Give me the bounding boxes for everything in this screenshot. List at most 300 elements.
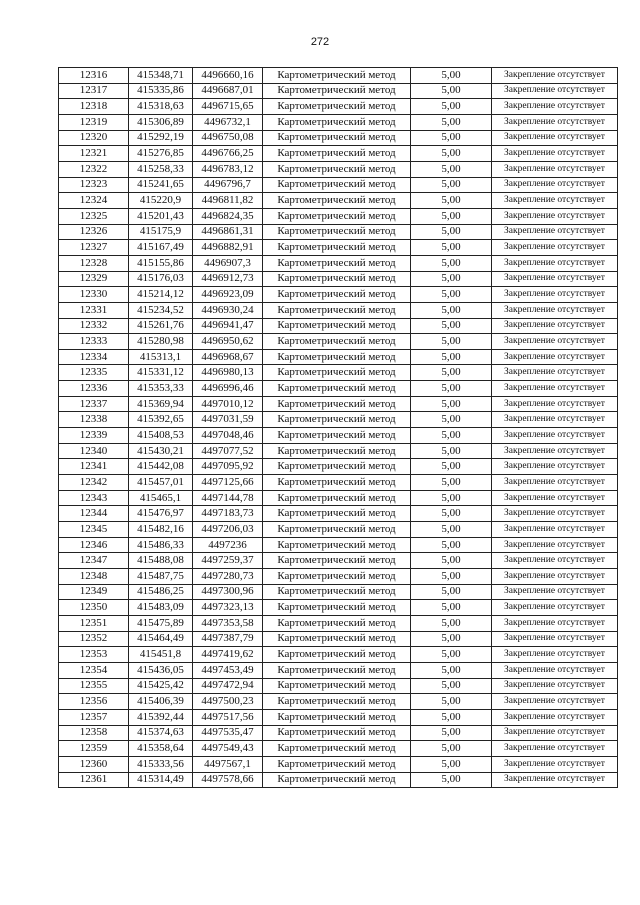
- y-coordinate-cell: 4497206,03: [193, 522, 263, 538]
- x-coordinate-cell: 415261,76: [129, 318, 193, 334]
- point-number-cell: 12359: [59, 741, 129, 757]
- y-coordinate-cell: 4497236: [193, 537, 263, 553]
- x-coordinate-cell: 415220,9: [129, 193, 193, 209]
- status-cell: Закрепление отсутствует: [492, 725, 618, 741]
- x-coordinate-cell: 415201,43: [129, 208, 193, 224]
- table-row: [59, 208, 618, 224]
- accuracy-cell: 5,00: [411, 240, 492, 256]
- y-coordinate-cell: 4496766,25: [193, 146, 263, 162]
- accuracy-cell: 5,00: [411, 756, 492, 772]
- method-cell: Картометрический метод: [263, 647, 411, 663]
- y-coordinate-cell: 4496882,91: [193, 240, 263, 256]
- method-cell: Картометрический метод: [263, 490, 411, 506]
- y-coordinate-cell: 4497353,58: [193, 615, 263, 631]
- x-coordinate-cell: 415430,21: [129, 443, 193, 459]
- method-cell: Картометрический метод: [263, 694, 411, 710]
- y-coordinate-cell: 4497259,37: [193, 553, 263, 569]
- point-number-cell: 12325: [59, 208, 129, 224]
- y-coordinate-cell: 4496824,35: [193, 208, 263, 224]
- accuracy-cell: 5,00: [411, 490, 492, 506]
- y-coordinate-cell: 4497144,78: [193, 490, 263, 506]
- status-cell: Закрепление отсутствует: [492, 647, 618, 663]
- x-coordinate-cell: 415406,39: [129, 694, 193, 710]
- point-number-cell: 12344: [59, 506, 129, 522]
- table-row: [59, 475, 618, 491]
- table-row: [59, 741, 618, 757]
- table-row: [59, 83, 618, 99]
- table-row: [59, 334, 618, 350]
- y-coordinate-cell: 4497517,56: [193, 709, 263, 725]
- table-row: [59, 725, 618, 741]
- y-coordinate-cell: 4497280,73: [193, 569, 263, 585]
- x-coordinate-cell: 415425,42: [129, 678, 193, 694]
- accuracy-cell: 5,00: [411, 772, 492, 788]
- accuracy-cell: 5,00: [411, 647, 492, 663]
- table-row: [59, 694, 618, 710]
- accuracy-cell: 5,00: [411, 381, 492, 397]
- table-row: [59, 709, 618, 725]
- status-cell: Закрепление отсутствует: [492, 709, 618, 725]
- y-coordinate-cell: 4496930,24: [193, 302, 263, 318]
- table-row: [59, 302, 618, 318]
- table-row: [59, 130, 618, 146]
- status-cell: Закрепление отсутствует: [492, 756, 618, 772]
- status-cell: Закрепление отсутствует: [492, 475, 618, 491]
- y-coordinate-cell: 4496996,46: [193, 381, 263, 397]
- x-coordinate-cell: 415392,65: [129, 412, 193, 428]
- method-cell: Картометрический метод: [263, 725, 411, 741]
- method-cell: Картометрический метод: [263, 475, 411, 491]
- point-number-cell: 12349: [59, 584, 129, 600]
- accuracy-cell: 5,00: [411, 412, 492, 428]
- method-cell: Картометрический метод: [263, 756, 411, 772]
- status-cell: Закрепление отсутствует: [492, 365, 618, 381]
- x-coordinate-cell: 415358,64: [129, 741, 193, 757]
- method-cell: Картометрический метод: [263, 83, 411, 99]
- status-cell: Закрепление отсутствует: [492, 428, 618, 444]
- x-coordinate-cell: 415258,33: [129, 161, 193, 177]
- accuracy-cell: 5,00: [411, 68, 492, 84]
- accuracy-cell: 5,00: [411, 569, 492, 585]
- table-row: [59, 255, 618, 271]
- point-number-cell: 12348: [59, 569, 129, 585]
- status-cell: Закрепление отсутствует: [492, 130, 618, 146]
- method-cell: Картометрический метод: [263, 584, 411, 600]
- method-cell: Картометрический метод: [263, 334, 411, 350]
- y-coordinate-cell: 4497010,12: [193, 396, 263, 412]
- point-number-cell: 12342: [59, 475, 129, 491]
- y-coordinate-cell: 4497387,79: [193, 631, 263, 647]
- x-coordinate-cell: 415333,56: [129, 756, 193, 772]
- status-cell: Закрепление отсутствует: [492, 443, 618, 459]
- accuracy-cell: 5,00: [411, 678, 492, 694]
- point-number-cell: 12338: [59, 412, 129, 428]
- x-coordinate-cell: 415292,19: [129, 130, 193, 146]
- table-row: [59, 506, 618, 522]
- point-number-cell: 12321: [59, 146, 129, 162]
- method-cell: Картометрический метод: [263, 396, 411, 412]
- accuracy-cell: 5,00: [411, 537, 492, 553]
- accuracy-cell: 5,00: [411, 271, 492, 287]
- method-cell: Картометрический метод: [263, 255, 411, 271]
- status-cell: Закрепление отсутствует: [492, 631, 618, 647]
- y-coordinate-cell: 4496811,82: [193, 193, 263, 209]
- accuracy-cell: 5,00: [411, 443, 492, 459]
- point-number-cell: 12330: [59, 287, 129, 303]
- point-number-cell: 12335: [59, 365, 129, 381]
- x-coordinate-cell: 415476,97: [129, 506, 193, 522]
- x-coordinate-cell: 415335,86: [129, 83, 193, 99]
- table-row: [59, 146, 618, 162]
- status-cell: Закрепление отсутствует: [492, 177, 618, 193]
- point-number-cell: 12337: [59, 396, 129, 412]
- status-cell: Закрепление отсутствует: [492, 584, 618, 600]
- method-cell: Картометрический метод: [263, 662, 411, 678]
- table-row: [59, 459, 618, 475]
- y-coordinate-cell: 4496861,31: [193, 224, 263, 240]
- status-cell: Закрепление отсутствует: [492, 349, 618, 365]
- table-row: [59, 318, 618, 334]
- accuracy-cell: 5,00: [411, 99, 492, 115]
- status-cell: Закрепление отсутствует: [492, 146, 618, 162]
- point-number-cell: 12356: [59, 694, 129, 710]
- x-coordinate-cell: 415318,63: [129, 99, 193, 115]
- point-number-cell: 12319: [59, 114, 129, 130]
- status-cell: Закрепление отсутствует: [492, 694, 618, 710]
- y-coordinate-cell: 4497095,92: [193, 459, 263, 475]
- table-row: [59, 161, 618, 177]
- status-cell: Закрепление отсутствует: [492, 381, 618, 397]
- method-cell: Картометрический метод: [263, 678, 411, 694]
- accuracy-cell: 5,00: [411, 662, 492, 678]
- method-cell: Картометрический метод: [263, 709, 411, 725]
- point-number-cell: 12322: [59, 161, 129, 177]
- x-coordinate-cell: 415457,01: [129, 475, 193, 491]
- point-number-cell: 12358: [59, 725, 129, 741]
- accuracy-cell: 5,00: [411, 428, 492, 444]
- status-cell: Закрепление отсутствует: [492, 459, 618, 475]
- coordinates-table-body: [59, 68, 618, 788]
- x-coordinate-cell: 415234,52: [129, 302, 193, 318]
- accuracy-cell: 5,00: [411, 349, 492, 365]
- x-coordinate-cell: 415276,85: [129, 146, 193, 162]
- x-coordinate-cell: 415176,03: [129, 271, 193, 287]
- x-coordinate-cell: 415465,1: [129, 490, 193, 506]
- point-number-cell: 12341: [59, 459, 129, 475]
- point-number-cell: 12336: [59, 381, 129, 397]
- point-number-cell: 12329: [59, 271, 129, 287]
- point-number-cell: 12352: [59, 631, 129, 647]
- x-coordinate-cell: 415313,1: [129, 349, 193, 365]
- point-number-cell: 12360: [59, 756, 129, 772]
- method-cell: Картометрический метод: [263, 537, 411, 553]
- point-number-cell: 12355: [59, 678, 129, 694]
- y-coordinate-cell: 4496750,08: [193, 130, 263, 146]
- accuracy-cell: 5,00: [411, 553, 492, 569]
- table-row: [59, 490, 618, 506]
- table-row: [59, 224, 618, 240]
- x-coordinate-cell: 415348,71: [129, 68, 193, 84]
- point-number-cell: 12331: [59, 302, 129, 318]
- y-coordinate-cell: 4497472,94: [193, 678, 263, 694]
- method-cell: Картометрический метод: [263, 240, 411, 256]
- method-cell: Картометрический метод: [263, 522, 411, 538]
- accuracy-cell: 5,00: [411, 224, 492, 240]
- y-coordinate-cell: 4497549,43: [193, 741, 263, 757]
- table-row: [59, 240, 618, 256]
- method-cell: Картометрический метод: [263, 161, 411, 177]
- point-number-cell: 12328: [59, 255, 129, 271]
- accuracy-cell: 5,00: [411, 522, 492, 538]
- x-coordinate-cell: 415214,12: [129, 287, 193, 303]
- table-row: [59, 647, 618, 663]
- method-cell: Картометрический метод: [263, 741, 411, 757]
- status-cell: Закрепление отсутствует: [492, 334, 618, 350]
- point-number-cell: 12317: [59, 83, 129, 99]
- status-cell: Закрепление отсутствует: [492, 615, 618, 631]
- y-coordinate-cell: 4497453,49: [193, 662, 263, 678]
- status-cell: Закрепление отсутствует: [492, 490, 618, 506]
- method-cell: Картометрический метод: [263, 412, 411, 428]
- x-coordinate-cell: 415280,98: [129, 334, 193, 350]
- status-cell: Закрепление отсутствует: [492, 302, 618, 318]
- accuracy-cell: 5,00: [411, 709, 492, 725]
- method-cell: Картометрический метод: [263, 506, 411, 522]
- table-row: [59, 396, 618, 412]
- table-row: [59, 114, 618, 130]
- accuracy-cell: 5,00: [411, 725, 492, 741]
- status-cell: Закрепление отсутствует: [492, 662, 618, 678]
- table-row: [59, 349, 618, 365]
- accuracy-cell: 5,00: [411, 459, 492, 475]
- status-cell: Закрепление отсутствует: [492, 678, 618, 694]
- accuracy-cell: 5,00: [411, 475, 492, 491]
- method-cell: Картометрический метод: [263, 443, 411, 459]
- point-number-cell: 12354: [59, 662, 129, 678]
- point-number-cell: 12326: [59, 224, 129, 240]
- y-coordinate-cell: 4497578,66: [193, 772, 263, 788]
- table-row: [59, 99, 618, 115]
- x-coordinate-cell: 415392,44: [129, 709, 193, 725]
- y-coordinate-cell: 4497567,1: [193, 756, 263, 772]
- point-number-cell: 12333: [59, 334, 129, 350]
- table-row: [59, 537, 618, 553]
- table-row: [59, 443, 618, 459]
- y-coordinate-cell: 4497183,73: [193, 506, 263, 522]
- table-row: [59, 615, 618, 631]
- y-coordinate-cell: 4497048,46: [193, 428, 263, 444]
- table-row: [59, 678, 618, 694]
- point-number-cell: 12350: [59, 600, 129, 616]
- x-coordinate-cell: 415483,09: [129, 600, 193, 616]
- table-row: [59, 756, 618, 772]
- status-cell: Закрепление отсутствует: [492, 396, 618, 412]
- point-number-cell: 12357: [59, 709, 129, 725]
- point-number-cell: 12318: [59, 99, 129, 115]
- y-coordinate-cell: 4496660,16: [193, 68, 263, 84]
- status-cell: Закрепление отсутствует: [492, 522, 618, 538]
- x-coordinate-cell: 415167,49: [129, 240, 193, 256]
- x-coordinate-cell: 415369,94: [129, 396, 193, 412]
- point-number-cell: 12327: [59, 240, 129, 256]
- y-coordinate-cell: 4496912,73: [193, 271, 263, 287]
- accuracy-cell: 5,00: [411, 334, 492, 350]
- point-number-cell: 12345: [59, 522, 129, 538]
- method-cell: Картометрический метод: [263, 99, 411, 115]
- method-cell: Картометрический метод: [263, 193, 411, 209]
- status-cell: Закрепление отсутствует: [492, 240, 618, 256]
- table-row: [59, 553, 618, 569]
- x-coordinate-cell: 415314,49: [129, 772, 193, 788]
- table-row: [59, 631, 618, 647]
- status-cell: Закрепление отсутствует: [492, 553, 618, 569]
- point-number-cell: 12361: [59, 772, 129, 788]
- x-coordinate-cell: 415374,63: [129, 725, 193, 741]
- method-cell: Картометрический метод: [263, 349, 411, 365]
- table-row: [59, 271, 618, 287]
- y-coordinate-cell: 4497500,23: [193, 694, 263, 710]
- point-number-cell: 12351: [59, 615, 129, 631]
- y-coordinate-cell: 4496923,09: [193, 287, 263, 303]
- table-row: [59, 600, 618, 616]
- method-cell: Картометрический метод: [263, 224, 411, 240]
- point-number-cell: 12324: [59, 193, 129, 209]
- status-cell: Закрепление отсутствует: [492, 193, 618, 209]
- method-cell: Картометрический метод: [263, 287, 411, 303]
- y-coordinate-cell: 4497125,66: [193, 475, 263, 491]
- y-coordinate-cell: 4496980,13: [193, 365, 263, 381]
- method-cell: Картометрический метод: [263, 615, 411, 631]
- table-row: [59, 68, 618, 84]
- status-cell: Закрепление отсутствует: [492, 114, 618, 130]
- table-row: [59, 381, 618, 397]
- status-cell: Закрепление отсутствует: [492, 99, 618, 115]
- y-coordinate-cell: 4497077,52: [193, 443, 263, 459]
- status-cell: Закрепление отсутствует: [492, 506, 618, 522]
- x-coordinate-cell: 415442,08: [129, 459, 193, 475]
- table-row: [59, 412, 618, 428]
- point-number-cell: 12320: [59, 130, 129, 146]
- y-coordinate-cell: 4496796,7: [193, 177, 263, 193]
- status-cell: Закрепление отсутствует: [492, 600, 618, 616]
- point-number-cell: 12346: [59, 537, 129, 553]
- accuracy-cell: 5,00: [411, 318, 492, 334]
- page-number: 272: [310, 36, 330, 48]
- accuracy-cell: 5,00: [411, 193, 492, 209]
- point-number-cell: 12323: [59, 177, 129, 193]
- x-coordinate-cell: 415475,89: [129, 615, 193, 631]
- accuracy-cell: 5,00: [411, 631, 492, 647]
- x-coordinate-cell: 415353,33: [129, 381, 193, 397]
- status-cell: Закрепление отсутствует: [492, 255, 618, 271]
- method-cell: Картометрический метод: [263, 569, 411, 585]
- method-cell: Картометрический метод: [263, 631, 411, 647]
- method-cell: Картометрический метод: [263, 271, 411, 287]
- status-cell: Закрепление отсутствует: [492, 537, 618, 553]
- accuracy-cell: 5,00: [411, 365, 492, 381]
- table-row: [59, 522, 618, 538]
- table-row: [59, 584, 618, 600]
- status-cell: Закрепление отсутствует: [492, 271, 618, 287]
- status-cell: Закрепление отсутствует: [492, 161, 618, 177]
- y-coordinate-cell: 4496783,12: [193, 161, 263, 177]
- y-coordinate-cell: 4497300,96: [193, 584, 263, 600]
- accuracy-cell: 5,00: [411, 146, 492, 162]
- x-coordinate-cell: 415487,75: [129, 569, 193, 585]
- table-row: [59, 569, 618, 585]
- accuracy-cell: 5,00: [411, 177, 492, 193]
- accuracy-cell: 5,00: [411, 741, 492, 757]
- method-cell: Картометрический метод: [263, 459, 411, 475]
- table-row: [59, 772, 618, 788]
- table-row: [59, 177, 618, 193]
- accuracy-cell: 5,00: [411, 114, 492, 130]
- x-coordinate-cell: 415175,9: [129, 224, 193, 240]
- accuracy-cell: 5,00: [411, 208, 492, 224]
- table-row: [59, 662, 618, 678]
- accuracy-cell: 5,00: [411, 396, 492, 412]
- accuracy-cell: 5,00: [411, 161, 492, 177]
- method-cell: Картометрический метод: [263, 318, 411, 334]
- method-cell: Картометрический метод: [263, 130, 411, 146]
- point-number-cell: 12316: [59, 68, 129, 84]
- status-cell: Закрепление отсутствует: [492, 224, 618, 240]
- accuracy-cell: 5,00: [411, 615, 492, 631]
- status-cell: Закрепление отсутствует: [492, 68, 618, 84]
- status-cell: Закрепление отсутствует: [492, 83, 618, 99]
- y-coordinate-cell: 4496950,62: [193, 334, 263, 350]
- x-coordinate-cell: 415241,65: [129, 177, 193, 193]
- point-number-cell: 12332: [59, 318, 129, 334]
- accuracy-cell: 5,00: [411, 255, 492, 271]
- y-coordinate-cell: 4497031,59: [193, 412, 263, 428]
- method-cell: Картометрический метод: [263, 600, 411, 616]
- status-cell: Закрепление отсутствует: [492, 287, 618, 303]
- method-cell: Картометрический метод: [263, 177, 411, 193]
- accuracy-cell: 5,00: [411, 694, 492, 710]
- method-cell: Картометрический метод: [263, 208, 411, 224]
- status-cell: Закрепление отсутствует: [492, 318, 618, 334]
- status-cell: Закрепление отсутствует: [492, 569, 618, 585]
- method-cell: Картометрический метод: [263, 146, 411, 162]
- table-row: [59, 365, 618, 381]
- method-cell: Картометрический метод: [263, 381, 411, 397]
- table-row: [59, 287, 618, 303]
- method-cell: Картометрический метод: [263, 302, 411, 318]
- accuracy-cell: 5,00: [411, 302, 492, 318]
- y-coordinate-cell: 4497535,47: [193, 725, 263, 741]
- point-number-cell: 12340: [59, 443, 129, 459]
- status-cell: Закрепление отсутствует: [492, 741, 618, 757]
- method-cell: Картометрический метод: [263, 365, 411, 381]
- table-row: [59, 193, 618, 209]
- accuracy-cell: 5,00: [411, 506, 492, 522]
- accuracy-cell: 5,00: [411, 130, 492, 146]
- x-coordinate-cell: 415306,89: [129, 114, 193, 130]
- point-number-cell: 12347: [59, 553, 129, 569]
- status-cell: Закрепление отсутствует: [492, 772, 618, 788]
- method-cell: Картометрический метод: [263, 428, 411, 444]
- accuracy-cell: 5,00: [411, 584, 492, 600]
- y-coordinate-cell: 4496715,65: [193, 99, 263, 115]
- y-coordinate-cell: 4497419,62: [193, 647, 263, 663]
- point-number-cell: 12343: [59, 490, 129, 506]
- x-coordinate-cell: 415331,12: [129, 365, 193, 381]
- y-coordinate-cell: 4496968,67: [193, 349, 263, 365]
- x-coordinate-cell: 415488,08: [129, 553, 193, 569]
- x-coordinate-cell: 415155,86: [129, 255, 193, 271]
- y-coordinate-cell: 4496687,01: [193, 83, 263, 99]
